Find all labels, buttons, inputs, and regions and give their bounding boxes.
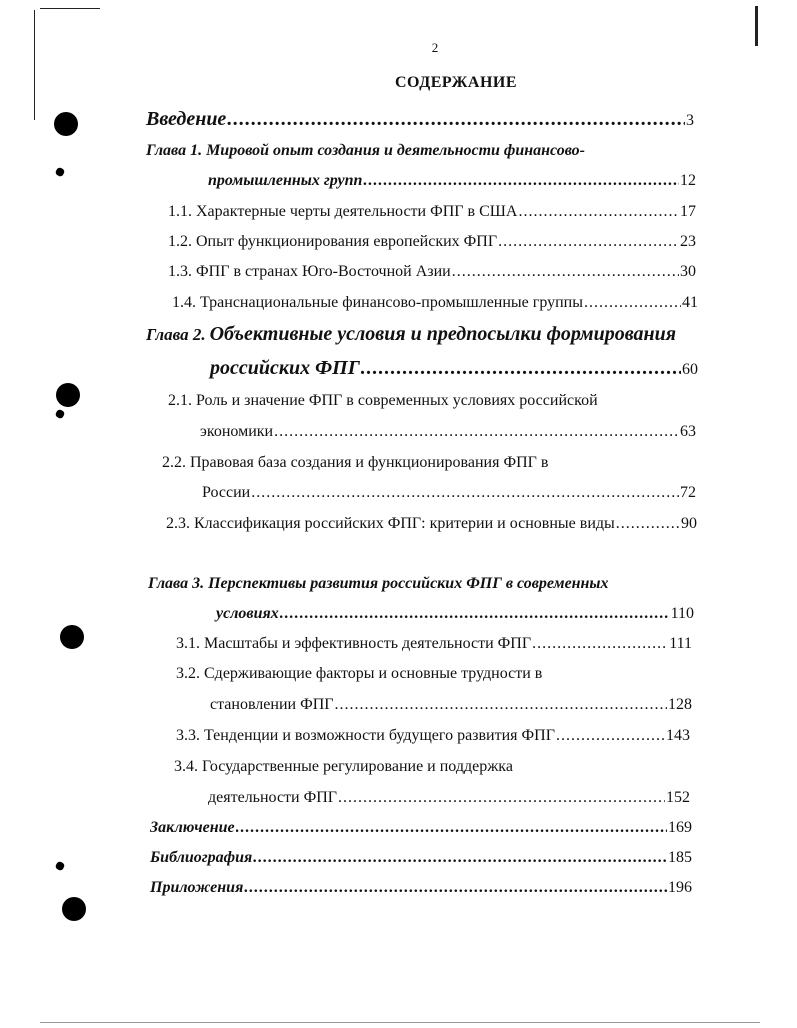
toc-entry-title: 2.3. Классификация российских ФПГ: критерии и основные виды — [166, 515, 615, 532]
toc-entry-page: 17 — [680, 203, 696, 220]
toc-entry-title: 1.3. ФПГ в странах Юго-Восточной Азии — [168, 263, 451, 280]
toc-intro-title: Введение — [146, 108, 227, 130]
toc-2-1-line1[interactable]: 2.1. Роль и значение ФПГ в современных условиях российской — [168, 392, 598, 409]
scan-blot-2 — [55, 409, 66, 420]
toc-entry-2-3[interactable] — [166, 515, 697, 533]
leader-dots — [244, 879, 667, 897]
toc-entry-page: 63 — [680, 423, 696, 440]
toc-entry-1-4[interactable] — [172, 294, 698, 312]
toc-entry-page: 111 — [669, 635, 692, 652]
toc-entry-title: деятельности ФПГ — [208, 789, 338, 806]
toc-entry-ch3[interactable] — [216, 605, 694, 623]
toc-entry-ch1[interactable] — [208, 172, 696, 190]
toc-entry-2-2[interactable] — [202, 484, 696, 502]
toc-entry-1-2[interactable] — [168, 233, 696, 251]
leader-dots — [584, 294, 681, 312]
toc-bibliography-title: Библиография — [150, 849, 253, 866]
toc-conclusion-title: Заключение — [150, 819, 235, 836]
toc-entry-title: 1.4. Транснациональные финансово-промышленные группы — [172, 294, 583, 311]
leader-dots — [274, 423, 679, 441]
leader-dots — [498, 233, 679, 251]
leader-dots — [532, 635, 668, 653]
scan-blot-1 — [55, 167, 66, 178]
toc-entry-page: 90 — [681, 515, 697, 532]
toc-appendix-title: Приложения — [150, 879, 244, 896]
toc-entry-page: 72 — [680, 484, 696, 501]
toc-conclusion-page: 169 — [668, 819, 692, 836]
toc-entry-page: 23 — [680, 233, 696, 250]
toc-appendix-page: 196 — [668, 879, 692, 896]
toc-entry-page: 128 — [668, 696, 692, 713]
scan-edge-bottom — [40, 1022, 760, 1023]
toc-entry-title: 1.2. Опыт функционирования европейских ФПГ — [168, 233, 498, 250]
toc-ch1-title: промышленных групп — [208, 172, 363, 189]
leader-dots — [227, 108, 685, 131]
punch-hole-2 — [56, 383, 80, 407]
toc-entry-title: 3.1. Масштабы и эффективность деятельности ФПГ — [176, 635, 532, 652]
toc-entry-conclusion[interactable] — [150, 819, 692, 837]
toc-entry-page: 41 — [682, 294, 698, 311]
toc-ch2-line1[interactable] — [146, 323, 676, 346]
toc-entry-3-3[interactable] — [176, 727, 690, 745]
leader-dots — [251, 484, 679, 502]
leader-dots — [361, 357, 681, 380]
leader-dots — [518, 203, 679, 221]
toc-entry-appendix[interactable] — [150, 879, 692, 897]
leader-dots — [236, 819, 667, 837]
toc-entry-3-1[interactable] — [176, 635, 692, 653]
toc-ch1-page: 12 — [680, 172, 696, 189]
leader-dots — [556, 727, 665, 745]
toc-ch2-label: Глава 2. — [146, 325, 206, 344]
toc-entry-1-1[interactable] — [168, 203, 696, 221]
toc-entry-ch2[interactable] — [210, 357, 698, 380]
leader-dots — [616, 515, 680, 533]
punch-hole-3 — [60, 625, 84, 649]
scan-edge-top — [40, 8, 100, 9]
toc-entry-3-2[interactable] — [210, 696, 692, 714]
page-number: 2 — [431, 40, 439, 55]
toc-entry-page: 30 — [680, 263, 696, 280]
toc-entry-3-4[interactable] — [208, 789, 690, 807]
toc-intro-page: 3 — [686, 112, 694, 129]
toc-ch2-title: российских ФПГ — [210, 357, 360, 379]
toc-entry-page: 152 — [666, 789, 690, 806]
leader-dots — [363, 172, 679, 190]
toc-entry-2-1[interactable] — [200, 423, 696, 441]
scan-blot-3 — [55, 861, 66, 872]
toc-3-2-line1[interactable]: 3.2. Сдерживающие факторы и основные трудности в — [176, 665, 543, 682]
leader-dots — [338, 789, 665, 807]
toc-entry-page: 143 — [666, 727, 690, 744]
toc-entry-title: России — [202, 484, 251, 501]
toc-ch1-line1[interactable]: Глава 1. Мировой опыт создания и деятельности финансово- — [146, 142, 586, 159]
toc-entry-title: 3.3. Тенденции и возможности будущего развития ФПГ — [176, 727, 555, 744]
toc-2-2-line1[interactable]: 2.2. Правовая база создания и функционирования ФПГ в — [162, 454, 549, 471]
toc-entry-title: становлении ФПГ — [210, 696, 334, 713]
toc-entry-intro[interactable] — [146, 108, 694, 131]
punch-hole-1 — [54, 112, 78, 136]
toc-ch3-line1[interactable]: Глава 3. Перспективы развития российских ФПГ в современных — [148, 575, 609, 592]
toc-ch2-heading: Объективные условия и предпосылки формирования — [209, 323, 677, 345]
toc-entry-bibliography[interactable] — [150, 849, 692, 867]
leader-dots — [280, 605, 670, 623]
leader-dots — [452, 263, 679, 281]
toc-entry-title: экономики — [200, 423, 274, 440]
toc-entry-1-3[interactable] — [168, 263, 696, 281]
punch-hole-4 — [62, 897, 86, 921]
scan-edge-left — [34, 10, 35, 120]
toc-ch2-page: 60 — [682, 361, 698, 378]
toc-entry-title: 1.1. Характерные черты деятельности ФПГ в США — [168, 203, 518, 220]
toc-3-4-line1[interactable]: 3.4. Государственные регулирование и поддержка — [174, 758, 513, 775]
toc-title: СОДЕРЖАНИЕ — [394, 74, 518, 91]
leader-dots — [253, 849, 667, 867]
toc-ch3-title: условиях — [216, 605, 279, 622]
toc-bibliography-page: 185 — [668, 849, 692, 866]
toc-ch3-page: 110 — [670, 605, 694, 622]
leader-dots — [335, 696, 667, 714]
